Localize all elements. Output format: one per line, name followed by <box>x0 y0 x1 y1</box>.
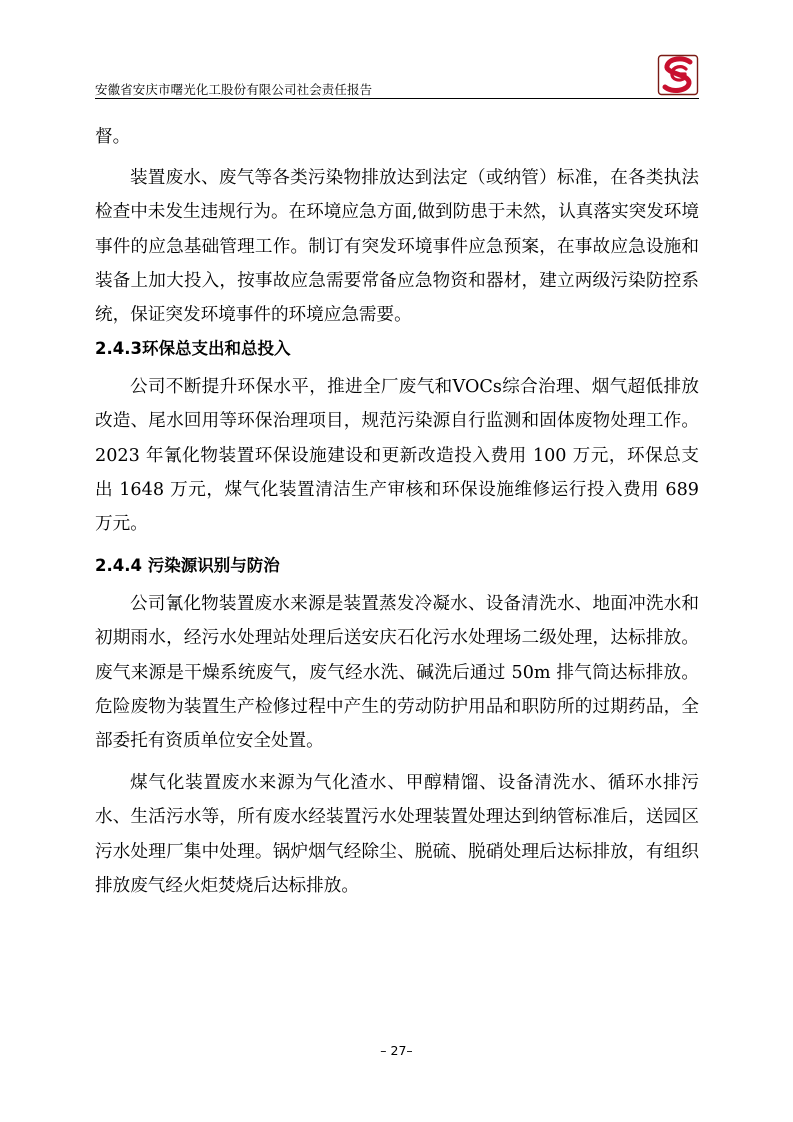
paragraph-cyanide-unit-pollution: 公司氰化物装置废水来源是装置蒸发冷凝水、设备清洗水、地面冲洗水和初期雨水，经污水处理站处理后送安庆石化污水处理场二级处理，达标排放。废气来源是干燥系统废气，废气经水洗、碱洗后通过 50m 排气筒达标排放。危险废物为装置生产检修过程中产生的劳动防护用品和职防所的过期药品，全部委托有资质单位安全处置。 <box>95 594 699 752</box>
page-content <box>95 120 699 903</box>
page-number: – 27– <box>380 1043 413 1058</box>
section-heading-2-4-3: 2.4.3环保总支出和总投入 <box>95 339 291 359</box>
paragraph-environmental-investment: 公司不断提升环保水平，推进全厂废气和VOCs综合治理、烟气超低排放改造、尾水回用等环保治理项目，规范污染源自行监测和固体废物处理工作。2023 年氰化物装置环保设施建设和更新改造投入费用 100 万元，环保总支出 1648 万元，煤气化装置清洁生产审核和环保设施维修运行投入费用 689 万元。 <box>95 377 699 535</box>
header-divider <box>95 98 699 99</box>
paragraph-emissions-compliance: 装置废水、废气等各类污染物排放达到法定（或纳管）标准，在各类执法检查中未发生违规行为。在环境应急方面,做到防患于未然，认真落实突发环境事件的应急基础管理工作。制订有突发环境事件应急预案，在事故应急设施和装备上加大投入，按事故应急需要常备应急物资和器材，建立两级污染防控系统，保证突发环境事件的环境应急需要。 <box>95 168 699 326</box>
paragraph-continuation: 督。 <box>95 127 131 147</box>
company-logo-icon <box>657 54 699 96</box>
paragraph-gasification-unit-pollution: 煤气化装置废水来源为气化渣水、甲醇精馏、设备清洗水、循环水排污水、生活污水等，所有废水经装置污水处理装置处理达到纳管标准后，送园区污水处理厂集中处理。锅炉烟气经除尘、脱硫、脱硝处理后达标排放，有组织排放废气经火炬焚烧后达标排放。 <box>95 773 699 896</box>
report-title: 安徽省安庆市曙光化工股份有限公司社会责任报告 <box>95 82 373 97</box>
section-heading-2-4-4: 2.4.4 污染源识别与防治 <box>95 556 280 576</box>
